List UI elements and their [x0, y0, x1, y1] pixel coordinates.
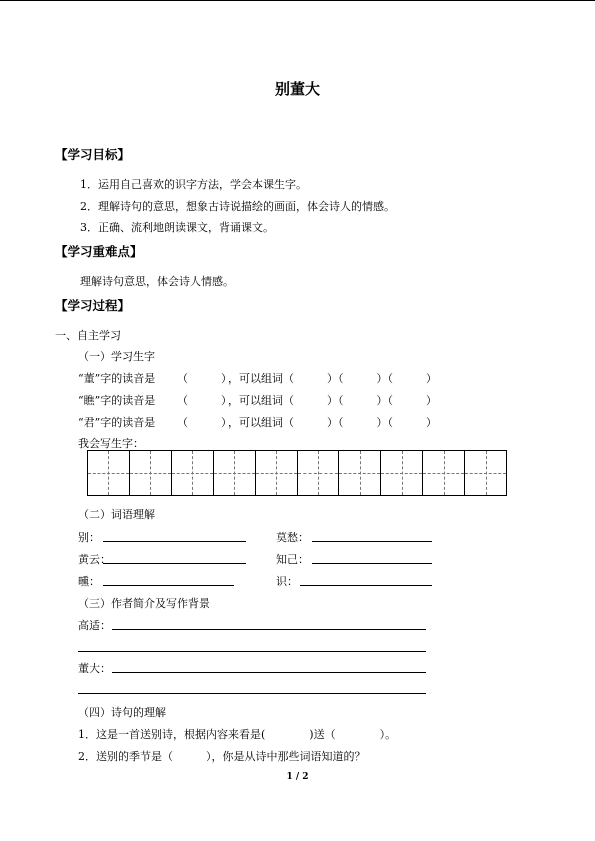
answer-line[interactable] — [312, 563, 432, 564]
writing-cell[interactable] — [381, 451, 423, 495]
writing-cell[interactable] — [214, 451, 256, 495]
char-question-text: “董”字的读音是 — [78, 372, 156, 385]
character-writing-grid[interactable] — [87, 450, 507, 496]
word-blanks: ，可以组词（ ）（ ）（ ） — [228, 394, 437, 407]
answer-line[interactable] — [103, 585, 234, 586]
char-question-text: “瞧”字的读音是 — [78, 394, 156, 407]
answer-line[interactable] — [103, 563, 246, 564]
answer-line[interactable] — [300, 585, 432, 586]
writing-cell[interactable] — [339, 451, 381, 495]
vocab-label: 莫愁： — [276, 531, 309, 544]
answer-line[interactable] — [312, 541, 432, 542]
page-title: 别董大 — [274, 80, 320, 98]
page-number: 1 / 2 — [286, 772, 309, 782]
writing-cell[interactable] — [298, 451, 340, 495]
write-characters-label: 我会写生字： — [78, 437, 144, 450]
char-question-text: “君”字的读音是 — [78, 416, 156, 429]
subsection-heading-characters: （一）学习生字 — [78, 350, 155, 363]
key-points-text: 理解诗句意思，体会诗人情感。 — [80, 275, 234, 288]
question-2: 2．送别的季节是（ ），你是从诗中那些词语知道的？ — [78, 750, 366, 763]
answer-line[interactable] — [78, 651, 426, 652]
goal-item: 2．理解诗句的意思，想象古诗说描绘的画面，体会诗人的情感。 — [80, 200, 395, 213]
writing-cell[interactable] — [172, 451, 214, 495]
answer-line[interactable] — [103, 541, 246, 542]
subsection-heading-poem: （四）诗句的理解 — [78, 706, 166, 719]
pronunciation-blank: （ ） — [177, 416, 232, 429]
goal-item: 1．运用自己喜欢的识字方法，学会本课生字。 — [80, 178, 307, 191]
pronunciation-blank: （ ） — [177, 372, 232, 385]
vocab-label: 曛： — [78, 575, 100, 588]
writing-cell[interactable] — [423, 451, 465, 495]
word-blanks: ，可以组词（ ）（ ）（ ） — [228, 372, 437, 385]
question-1: 1．这是一首送别诗，根据内容来看是( )送（ ）。 — [78, 728, 397, 741]
section-heading-goals: 【学习目标】 — [55, 147, 131, 162]
writing-cell[interactable] — [256, 451, 298, 495]
top-border-line — [0, 0, 595, 1]
author-label-dong-da: 董大： — [78, 662, 111, 675]
answer-line[interactable] — [78, 693, 426, 694]
writing-cell[interactable] — [130, 451, 172, 495]
section-heading-key-points: 【学习重难点】 — [55, 244, 143, 259]
writing-cell[interactable] — [88, 451, 130, 495]
vocab-label: 黄云： — [78, 553, 111, 566]
author-label-gao-shi: 高适： — [78, 619, 111, 632]
word-blanks: ，可以组词（ ）（ ）（ ） — [228, 416, 437, 429]
section-heading-process: 【学习过程】 — [55, 298, 131, 313]
vocab-label: 别： — [78, 531, 100, 544]
pronunciation-blank: （ ） — [177, 394, 232, 407]
vocab-label: 识： — [276, 575, 298, 588]
subsection-heading-vocabulary: （二）词语理解 — [78, 508, 155, 521]
vocab-label: 知己： — [276, 553, 309, 566]
part-heading-self-study: 一、自主学习 — [55, 329, 121, 342]
answer-line[interactable] — [112, 672, 426, 673]
subsection-heading-author: （三）作者简介及写作背景 — [78, 597, 210, 610]
writing-cell[interactable] — [465, 451, 506, 495]
answer-line[interactable] — [112, 629, 426, 630]
goal-item: 3．正确、流利地朗读课文，背诵课文。 — [80, 221, 274, 234]
